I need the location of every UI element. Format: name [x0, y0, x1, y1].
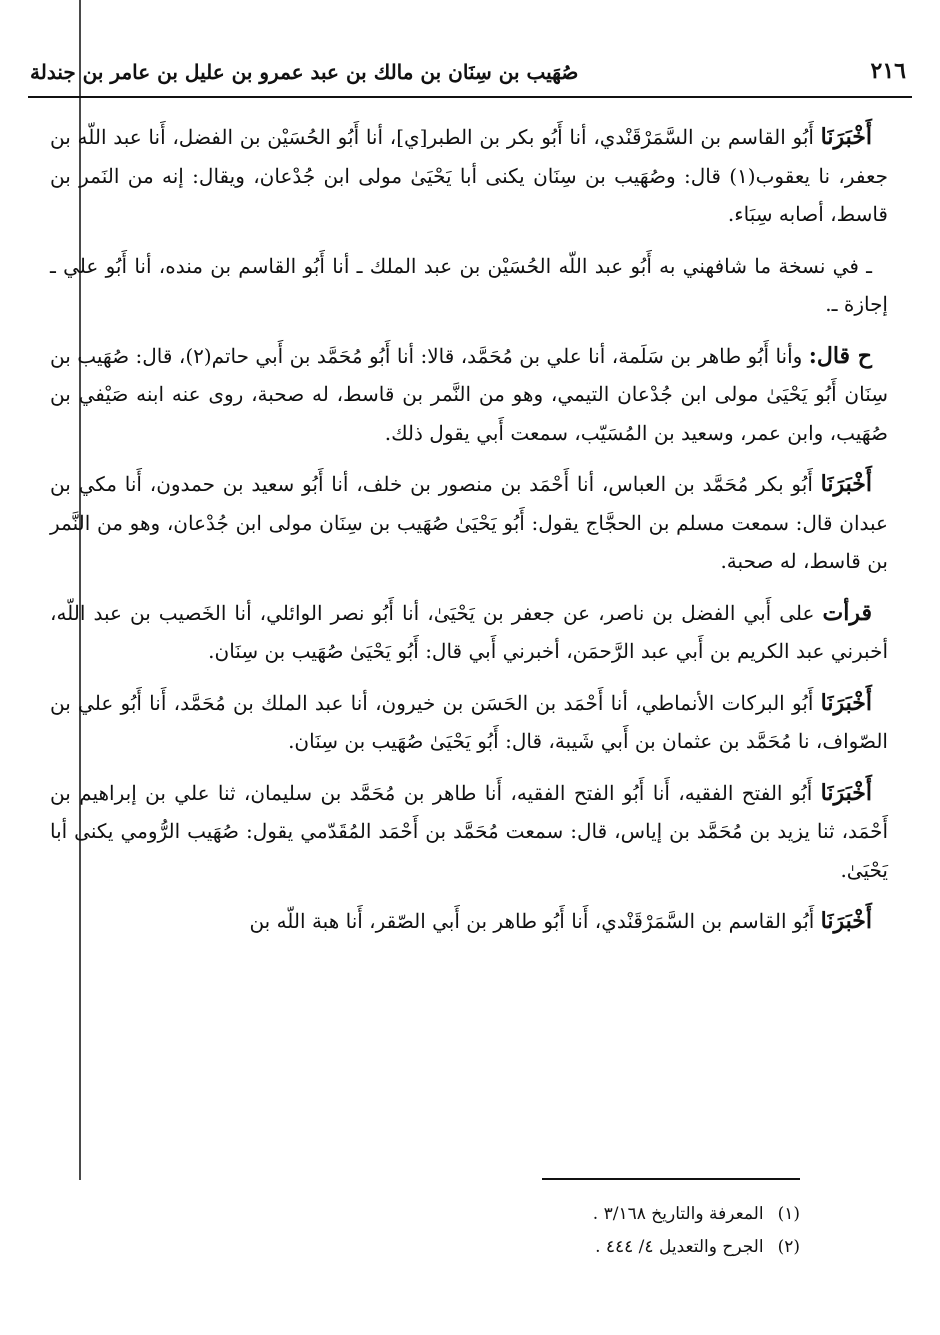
paragraph-lead: قرأت	[822, 599, 872, 626]
paragraph-1	[50, 118, 888, 234]
paragraph-text: أَبُو البركات الأنماطي، أنا أَحْمَد بن الحَسَن بن خيرون، أنا عبد الملك بن مُحَمَّد، أَنا أَبُو علي بن الصّواف، نا مُحَمَّد بن عثمان بن أَبي شَيبة، قال: أَبُو يَحْيَىٰ صُهَيب بن سِنَان.	[50, 690, 888, 753]
paragraph-lead: أَخْبَرَنَا	[820, 471, 872, 497]
paragraph-7	[50, 774, 888, 890]
paragraph-text: وأنا أَبُو طاهر بن سَلَمة، أنا علي بن مُحَمَّد، قالا: أنا أَبُو مُحَمَّد بن أَبي حاتم(٢)، قال: صُهَيب بن سِنَان أَبُو يَحْيَىٰ مولى ابن جُدْعان التيمي، وهو من النَّمر بن قاسط، له صحبة، روى عنه ابنه صَيْفي بن صُهَيب، وابن عمر، وسعيد بن المُسَيّب، سمعت أَبي يقول ذلك.	[50, 343, 888, 445]
paragraph-3	[50, 337, 888, 453]
paragraph-text: على أَبي الفضل بن ناصر، عن جعفر بن يَحْيَىٰ، أنا أَبُو نصر الوائلي، أنا الخَصيب بن عبد اللّه، أخبرني عبد الكريم بن أَبي عبد الرَّحمَن، أخبرني أَبي قال: أَبُو يَحْيَىٰ صُهَيب بن سِنَان.	[50, 600, 888, 663]
paragraph-lead: أَخْبَرَنَا	[820, 779, 872, 806]
page-header	[28, 56, 912, 96]
paragraph-text: ـ في نسخة ما شافهني به أَبُو عبد اللّه الحُسَيْن بن عبد الملك ـ أنا أَبُو القاسم بن منده، أنا أَبُو علي ـ إجازة ـ.	[50, 253, 888, 316]
paragraph-5	[50, 594, 888, 671]
paragraph-lead: أَخْبَرَنَا	[820, 689, 872, 716]
main-text	[50, 118, 888, 954]
paragraph-lead: ح قال:	[808, 342, 873, 369]
paragraph-lead: أَخْبَرَنَا	[820, 908, 872, 934]
footnote-number: (١)	[777, 1203, 800, 1224]
footnote-2	[140, 1231, 800, 1264]
paragraph-4	[50, 465, 888, 581]
paragraph-2	[50, 247, 888, 324]
footnotes	[140, 1178, 800, 1264]
header-rule	[28, 96, 912, 98]
page-number: ٢١٦	[870, 58, 906, 84]
paragraph-6	[50, 684, 888, 761]
footnote-number: (٢)	[777, 1236, 800, 1257]
paragraph-8	[50, 902, 888, 941]
paragraph-text: أَبُو القاسم بن السَّمَرْقَنْدي، أنا أَبُو بكر بن الطبر[ي]، أنا أَبُو الحُسَيْن بن الفضل، أَنا عبد اللّه بن جعفر، نا يعقوب(١) قال: وصُهَيب بن سِنَان يكنى أبا يَحْيَىٰ مولى ابن جُدْعان، ويقال: إنه من النَمر بن قاسط، أصابه سِبَاء.	[50, 125, 888, 226]
running-head: صُهَيب بن سِنَان بن مالك بن عبد عمرو بن عليل بن عامر بن جندلة	[30, 60, 579, 84]
footnote-1	[140, 1198, 800, 1231]
footnote-rule	[542, 1178, 800, 1180]
footnote-text: الجرح والتعديل ٤/ ٤٤٤ .	[595, 1236, 764, 1257]
paragraph-lead: أَخْبَرَنَا	[820, 124, 872, 150]
paragraph-text: أَبُو القاسم بن السَّمَرْقَنْدي، أَنا أَبُو طاهر بن أَبي الصّقر، أَنا هبة اللّه بن	[249, 909, 821, 933]
paragraph-text: أَبُو الفتح الفقيه، أَنا أَبُو الفتح الفقيه، أَنا طاهر بن مُحَمَّد بن سليمان، ثنا علي بن إبراهيم بن أَحْمَد، ثنا يزيد بن مُحَمَّد بن إياس، قال: سمعت مُحَمَّد بن أَحْمَد المُقَدّمي يقول: صُهَيب الرُّومي يكنى أبا يَحْيَىٰ.	[50, 780, 888, 882]
footnote-text: المعرفة والتاريخ ٣/١٦٨ .	[592, 1203, 764, 1224]
paragraph-text: أَبُو بكر مُحَمَّد بن العباس، أنا أَحْمَد بن منصور بن خلف، أنا أَبُو سعيد بن حمدون، أَنا مكي بن عبدان قال: سمعت مسلم بن الحجَّاج يقول: أَبُو يَحْيَىٰ صُهَيب بن سِنَان مولى ابن جُدْعان، وهو من النَّمر بن قاسط، له صحبة.	[50, 472, 888, 573]
